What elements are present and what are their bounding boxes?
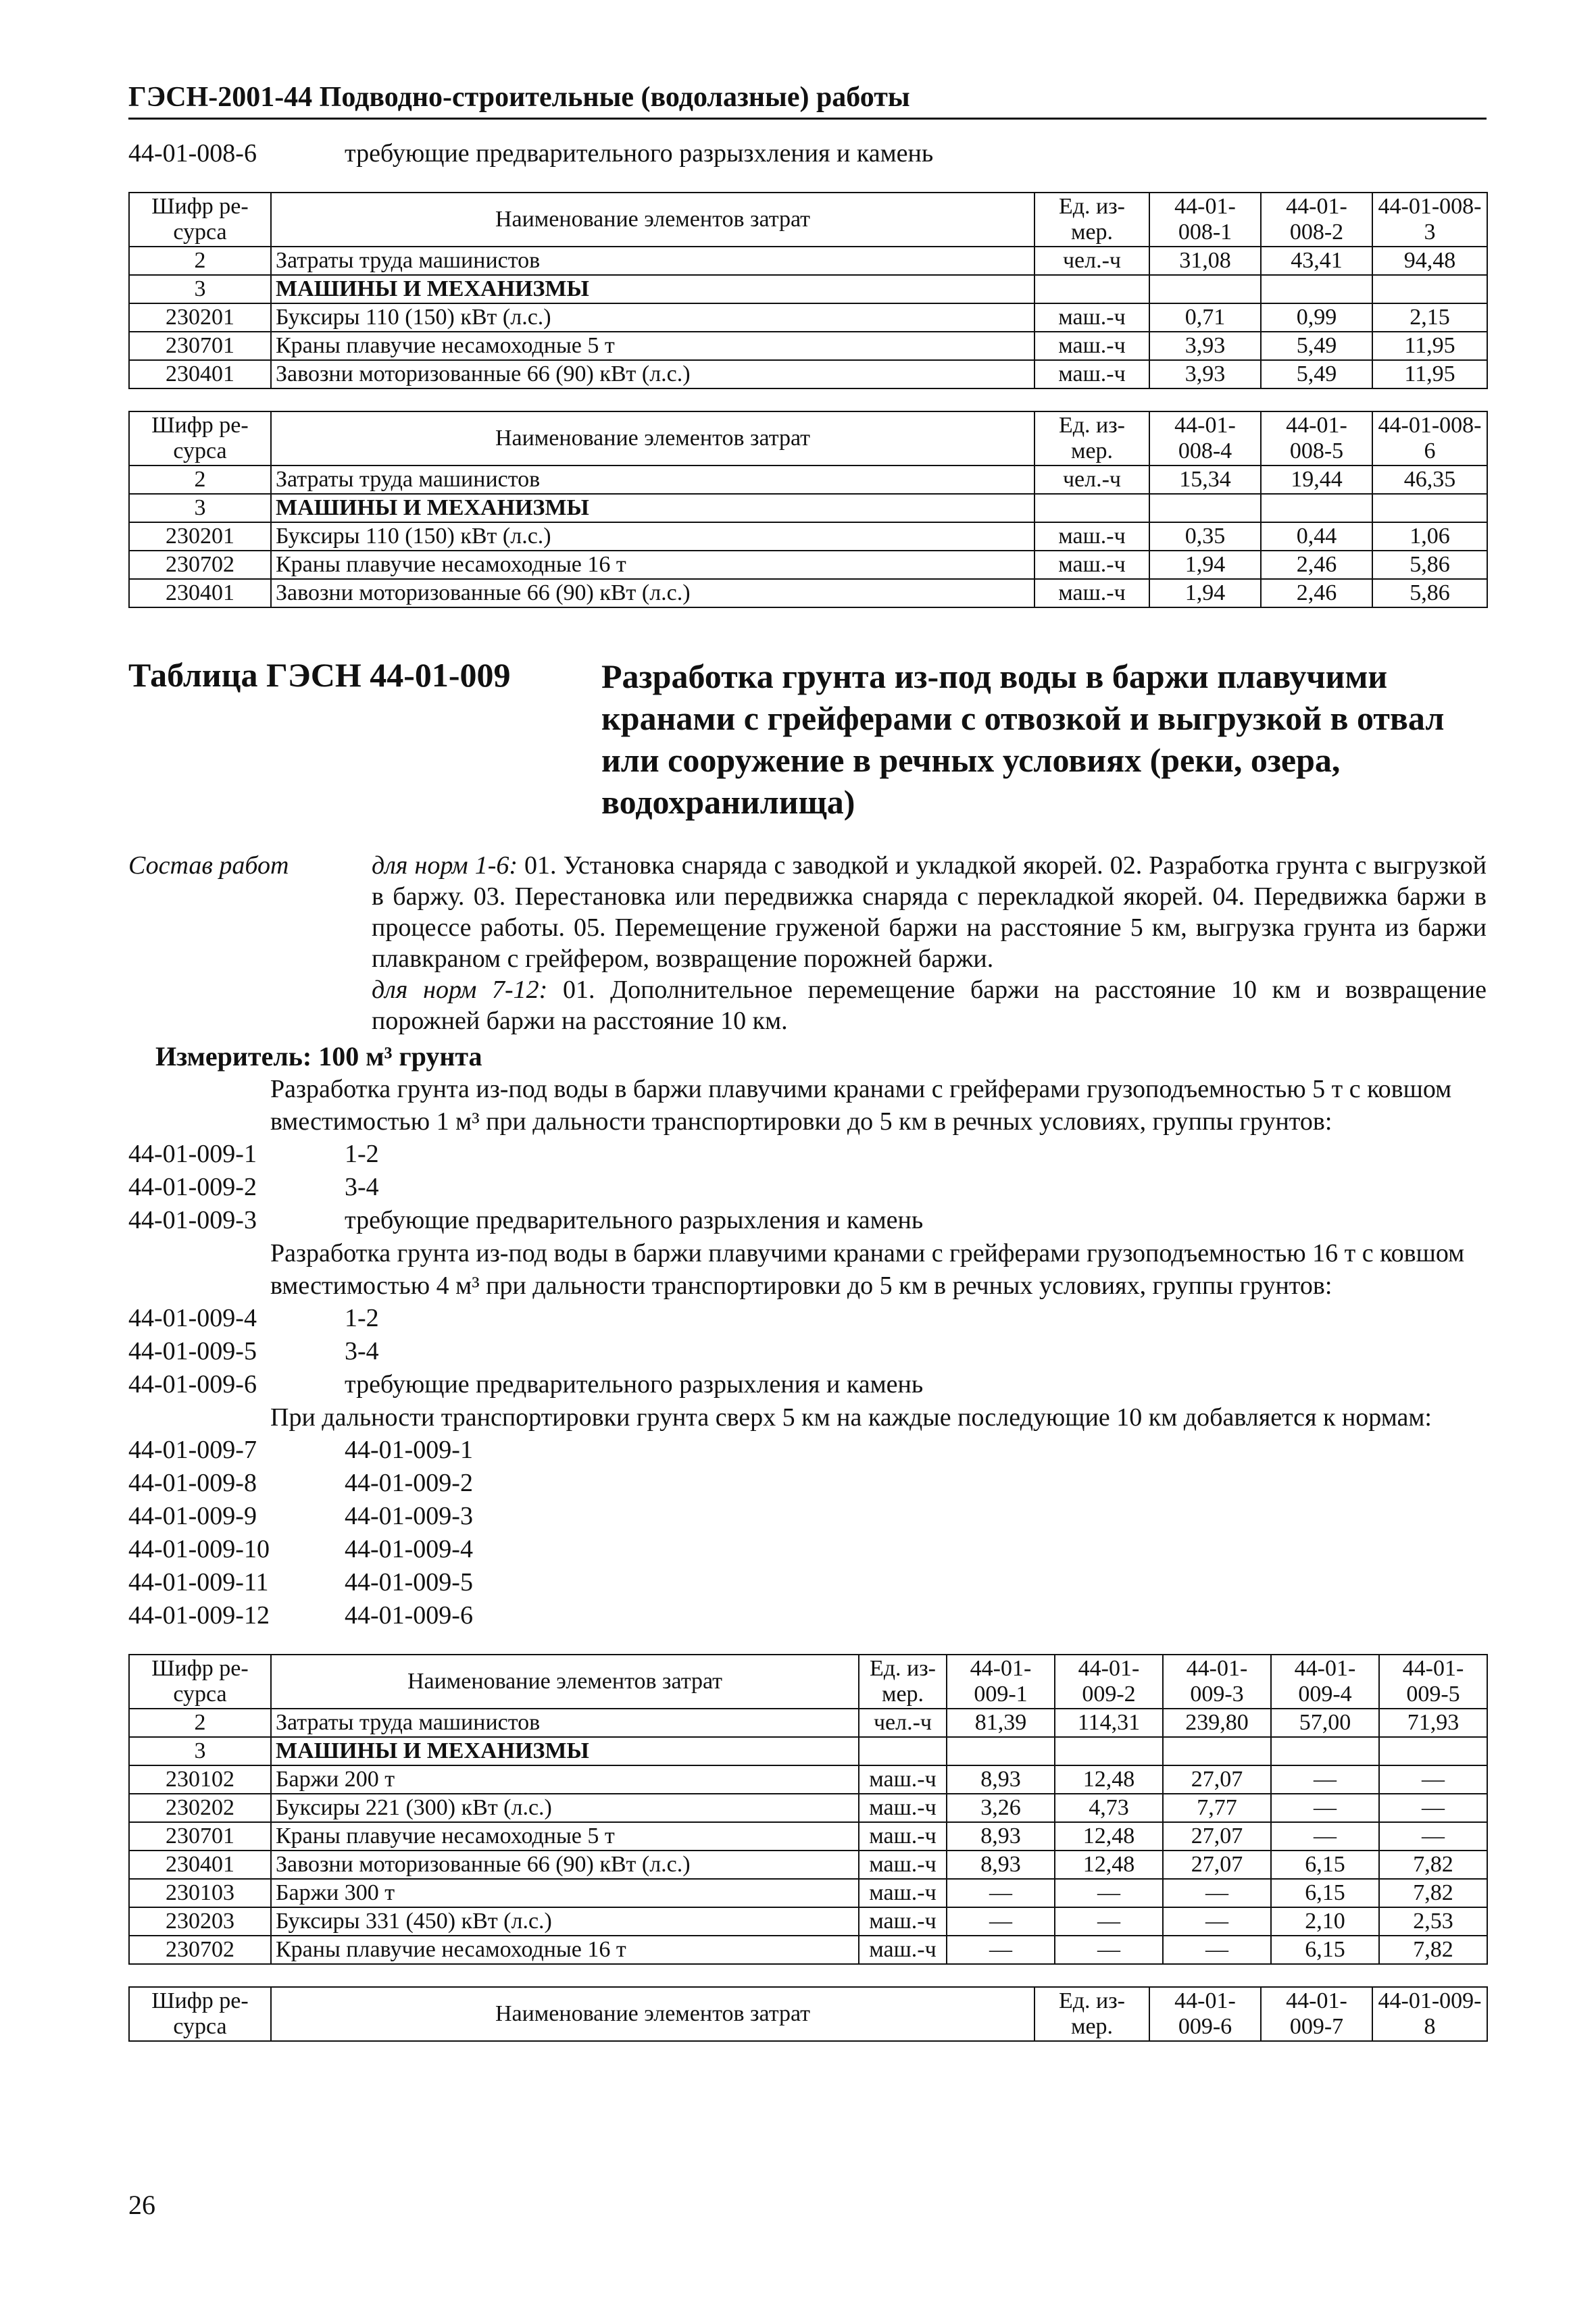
value-cell: 46,35 [1372,466,1487,494]
top-norm-line [128,137,1487,170]
document-page [128,81,1487,2042]
value-cell: 11,95 [1372,360,1487,388]
value-cell: 7,82 [1379,1851,1487,1879]
value-cell: 81,39 [947,1709,1055,1737]
table-row [129,275,1487,303]
unit: маш.-ч [859,1879,947,1907]
value-cell: 114,31 [1055,1709,1163,1737]
resource-name: Буксиры 110 (150) кВт (л.с.) [271,522,1034,551]
header-name: Наименование элементов затрат [271,1987,1034,2041]
resource-code: 2 [129,1709,271,1737]
value-cell: — [1379,1822,1487,1851]
value-cell: 5,49 [1261,360,1372,388]
value-cell: 19,44 [1261,466,1372,494]
norm-list-item [128,1368,1487,1401]
unit: маш.-ч [859,1851,947,1879]
norm-list-item [128,1302,1487,1335]
norm-text: 1-2 [345,1304,379,1332]
header-name: Наименование элементов затрат [271,1655,859,1709]
unit: маш.-ч [859,1907,947,1936]
header-unit: Ед. из-мер. [1034,193,1149,247]
value-cell [1372,494,1487,522]
norm-text: 3-4 [345,1337,379,1365]
value-cell: — [1163,1936,1271,1964]
norm-code: 44-01-009-8 [128,1469,257,1497]
table-row [129,1709,1487,1737]
work-composition-label: Состав работ [128,851,289,880]
value-cell: 15,34 [1149,466,1261,494]
table-row [129,1737,1487,1765]
table-row [129,247,1487,275]
value-cell: — [1055,1936,1163,1964]
table-header-row [129,411,1487,466]
resource-name: Буксиры 331 (450) кВт (л.с.) [271,1907,859,1936]
unit: маш.-ч [859,1822,947,1851]
value-cell [1271,1737,1379,1765]
norms-7-12-text: 01. Дополнительное перемещение баржи на расстояние 10 км и возвращение порожней баржи на расстояние 10 км. [372,976,1487,1035]
value-cell: 8,93 [947,1851,1055,1879]
norm-text: 1-2 [345,1140,379,1168]
resource-name: Краны плавучие несамоходные 16 т [271,551,1034,579]
table-row [129,466,1487,494]
resource-code: 230102 [129,1765,271,1794]
resource-code: 230701 [129,332,271,360]
header-norm-column: 44-01-009-2 [1055,1655,1163,1709]
norm-list-item [128,1335,1487,1368]
header-unit: Ед. из-мер. [1034,411,1149,466]
value-cell: — [947,1907,1055,1936]
value-cell: — [947,1879,1055,1907]
header-norm-column: 44-01-008-1 [1149,193,1261,247]
description-5t: Разработка грунта из-под воды в баржи плавучими кранами с грейферами грузоподъемностью 5 т с ковшом вместимостью 1 м³ при дальности транспортировки до 5 км в речных условиях, группы грунтов: [270,1075,1452,1136]
value-cell: 2,46 [1261,551,1372,579]
table-row [129,1851,1487,1879]
description-16t: Разработка грунта из-под воды в баржи плавучими кранами с грейферами грузоподъемностью 16 т с ковшом вместимостью 4 м³ при дальности транспортировки до 5 км в речных условиях, группы грунтов: [270,1239,1465,1300]
resource-code: 230401 [129,579,271,607]
unit: маш.-ч [1034,303,1149,332]
header-code: Шифр ре-сурса [129,1987,271,2041]
cost-table-009-2 [128,1986,1488,2042]
header-norm-column: 44-01-009-1 [947,1655,1055,1709]
norm-list-item [128,1138,1487,1171]
header-norm-column: 44-01-008-6 [1372,411,1487,466]
resource-name: Краны плавучие несамоходные 5 т [271,332,1034,360]
unit: маш.-ч [1034,360,1149,388]
norm-text: 44-01-009-5 [345,1568,473,1596]
header-norm-column: 44-01-009-3 [1163,1655,1271,1709]
value-cell [947,1737,1055,1765]
unit: чел.-ч [859,1709,947,1737]
table-row [129,522,1487,551]
value-cell: 12,48 [1055,1851,1163,1879]
value-cell: 5,49 [1261,332,1372,360]
table-row [129,1936,1487,1964]
norm-list-item [128,1566,1487,1599]
unit: маш.-ч [1034,551,1149,579]
resource-name: МАШИНЫ И МЕХАНИЗМЫ [271,275,1034,303]
header-norm-column: 44-01-009-7 [1261,1987,1372,2041]
table-row [129,579,1487,607]
value-cell: 7,77 [1163,1794,1271,1822]
table-title: Разработка грунта из-под воды в баржи плавучими кранами с грейферами с отвозкой и выгрузкой в отвал или сооружение в речных условиях (реки, озера, водохранилища) [601,657,1445,821]
unit: чел.-ч [1034,247,1149,275]
resource-code: 2 [129,247,271,275]
value-cell [1379,1737,1487,1765]
norm-list-extra-distance [128,1434,1487,1632]
table-row [129,1822,1487,1851]
value-cell: 2,46 [1261,579,1372,607]
value-cell: 12,48 [1055,1822,1163,1851]
table-row [129,332,1487,360]
norm-text: требующие предварительного разрызхления и камень [345,139,934,168]
resource-code: 2 [129,466,271,494]
header-norm-column: 44-01-009-4 [1271,1655,1379,1709]
resource-name: Краны плавучие несамоходные 5 т [271,1822,859,1851]
value-cell [1261,494,1372,522]
value-cell [1149,275,1261,303]
norm-text: 44-01-009-6 [345,1601,473,1630]
norm-code: 44-01-009-12 [128,1601,270,1630]
table-row [129,303,1487,332]
resource-name: Затраты труда машинистов [271,1709,859,1737]
table-label: Таблица ГЭСН 44-01-009 [128,656,511,694]
resource-code: 230401 [129,1851,271,1879]
value-cell: 2,15 [1372,303,1487,332]
header-code: Шифр ре-сурса [129,1655,271,1709]
value-cell: 2,53 [1379,1907,1487,1936]
norm-code: 44-01-009-9 [128,1502,257,1530]
value-cell: 7,82 [1379,1879,1487,1907]
unit: маш.-ч [859,1936,947,1964]
value-cell: 4,73 [1055,1794,1163,1822]
header-norm-column: 44-01-009-8 [1372,1987,1487,2041]
header-name: Наименование элементов затрат [271,411,1034,466]
unit: маш.-ч [1034,332,1149,360]
unit [1034,494,1149,522]
running-header: ГЭСН-2001-44 Подводно-строительные (водолазные) работы [128,81,1487,120]
table-row [129,551,1487,579]
norm-code: 44-01-008-6 [128,139,257,168]
norm-text: 44-01-009-3 [345,1502,473,1530]
page-number: 26 [128,2190,155,2220]
table-row [129,1794,1487,1822]
resource-name: Краны плавучие несамоходные 16 т [271,1936,859,1964]
table-header-row [129,1987,1487,2041]
norm-code: 44-01-009-11 [128,1568,269,1596]
norm-list-item [128,1467,1487,1500]
cost-table-008-1 [128,192,1488,389]
norm-code: 44-01-009-6 [128,1370,257,1399]
header-unit: Ед. из-мер. [1034,1987,1149,2041]
header-norm-column: 44-01-009-6 [1149,1987,1261,2041]
value-cell: 27,07 [1163,1851,1271,1879]
value-cell: 0,44 [1261,522,1372,551]
value-cell: 43,41 [1261,247,1372,275]
norm-list-5t [128,1138,1487,1237]
cost-table-008-2 [128,411,1488,608]
value-cell: 3,93 [1149,332,1261,360]
norm-code: 44-01-009-1 [128,1140,257,1168]
unit: маш.-ч [859,1765,947,1794]
table-heading [128,655,1487,823]
norm-text: 3-4 [345,1173,379,1201]
value-cell: — [1055,1907,1163,1936]
norm-list-item [128,1204,1487,1237]
resource-name: Буксиры 221 (300) кВт (л.с.) [271,1794,859,1822]
norms-1-6-text: 01. Установка снаряда с заводкой и укладкой якорей. 02. Разработка грунта с выгрузкой в баржу. 03. Перестановка или передвижка снаряда с перекладкой якорей. 04. Передвижка баржи в процессе работы. 05. Перемещение груженой баржи на расстояние 5 км, выгрузка грунта из баржи плавкраном с грейфером, возвращение порожней баржи. [372,851,1487,973]
value-cell: — [947,1936,1055,1964]
value-cell: 0,35 [1149,522,1261,551]
value-cell [1163,1737,1271,1765]
value-cell: 8,93 [947,1765,1055,1794]
norm-code: 44-01-009-2 [128,1173,257,1201]
value-cell: 1,94 [1149,579,1261,607]
resource-code: 230103 [129,1879,271,1907]
header-code: Шифр ре-сурса [129,411,271,466]
value-cell: 8,93 [947,1822,1055,1851]
header-norm-column: 44-01-008-2 [1261,193,1372,247]
value-cell: 5,86 [1372,579,1487,607]
resource-code: 230202 [129,1794,271,1822]
table-row [129,1879,1487,1907]
work-composition-text [372,850,1487,1036]
resource-name: Баржи 200 т [271,1765,859,1794]
value-cell: — [1055,1879,1163,1907]
value-cell: 2,10 [1271,1907,1379,1936]
resource-name: Завозни моторизованные 66 (90) кВт (л.с.) [271,1851,859,1879]
resource-code: 230701 [129,1822,271,1851]
norm-list-16t [128,1302,1487,1401]
value-cell [1149,494,1261,522]
value-cell [1055,1737,1163,1765]
unit: маш.-ч [1034,522,1149,551]
value-cell [1261,275,1372,303]
value-cell: 57,00 [1271,1709,1379,1737]
resource-code: 230702 [129,551,271,579]
norm-text: 44-01-009-2 [345,1469,473,1497]
value-cell: — [1379,1765,1487,1794]
resource-code: 230401 [129,360,271,388]
value-cell: 27,07 [1163,1822,1271,1851]
value-cell: 5,86 [1372,551,1487,579]
norms-1-6-label: для норм 1-6: [372,851,518,880]
resource-name: Буксиры 110 (150) кВт (л.с.) [271,303,1034,332]
unit: маш.-ч [1034,579,1149,607]
value-cell: — [1271,1794,1379,1822]
header-norm-column: 44-01-008-5 [1261,411,1372,466]
header-norm-column: 44-01-008-3 [1372,193,1487,247]
norm-code: 44-01-009-10 [128,1535,270,1563]
header-name: Наименование элементов затрат [271,193,1034,247]
norm-code: 44-01-009-4 [128,1304,257,1332]
value-cell: 1,94 [1149,551,1261,579]
resource-name: МАШИНЫ И МЕХАНИЗМЫ [271,1737,859,1765]
unit [1034,275,1149,303]
value-cell: 12,48 [1055,1765,1163,1794]
value-cell: 7,82 [1379,1936,1487,1964]
value-cell: 0,99 [1261,303,1372,332]
work-composition [128,850,1487,1036]
measure-unit: Измеритель: 100 м³ грунта [155,1041,482,1072]
value-cell: — [1379,1794,1487,1822]
norms-7-12-label: для норм 7-12: [372,976,548,1004]
value-cell: — [1271,1822,1379,1851]
value-cell: 94,48 [1372,247,1487,275]
value-cell: 6,15 [1271,1936,1379,1964]
norm-text: требующие предварительного разрыхления и камень [345,1206,924,1234]
norm-text: требующие предварительного разрыхления и камень [345,1370,924,1399]
resource-code: 230203 [129,1907,271,1936]
table-header-row [129,193,1487,247]
value-cell: 27,07 [1163,1765,1271,1794]
value-cell: 6,15 [1271,1879,1379,1907]
resource-name: Затраты труда машинистов [271,466,1034,494]
value-cell: 3,93 [1149,360,1261,388]
resource-code: 230201 [129,522,271,551]
value-cell: — [1271,1765,1379,1794]
resource-name: Баржи 300 т [271,1879,859,1907]
unit: чел.-ч [1034,466,1149,494]
norm-code: 44-01-009-3 [128,1206,257,1234]
table-row [129,1765,1487,1794]
header-norm-column: 44-01-008-4 [1149,411,1261,466]
value-cell: 31,08 [1149,247,1261,275]
resource-code: 230201 [129,303,271,332]
norm-list-item [128,1533,1487,1566]
norm-list-item [128,1500,1487,1533]
value-cell: 6,15 [1271,1851,1379,1879]
value-cell: 239,80 [1163,1709,1271,1737]
unit [859,1737,947,1765]
value-cell: — [1163,1907,1271,1936]
value-cell: 1,06 [1372,522,1487,551]
table-header-row [129,1655,1487,1709]
resource-code: 230702 [129,1936,271,1964]
value-cell [1372,275,1487,303]
value-cell: 3,26 [947,1794,1055,1822]
cost-table-009-1 [128,1654,1488,1965]
resource-name: МАШИНЫ И МЕХАНИЗМЫ [271,494,1034,522]
norm-text: 44-01-009-4 [345,1535,473,1563]
norm-code: 44-01-009-7 [128,1436,257,1464]
value-cell: — [1163,1879,1271,1907]
norm-text: 44-01-009-1 [345,1436,473,1464]
value-cell: 0,71 [1149,303,1261,332]
header-unit: Ед. из-мер. [859,1655,947,1709]
value-cell: 11,95 [1372,332,1487,360]
resource-code: 3 [129,275,271,303]
norm-list-item [128,1171,1487,1204]
description-extra-distance: При дальности транспортировки грунта сверх 5 км на каждые последующие 10 км добавляется к нормам: [270,1403,1432,1432]
norm-list-item [128,1599,1487,1632]
resource-name: Завозни моторизованные 66 (90) кВт (л.с.) [271,360,1034,388]
resource-code: 3 [129,1737,271,1765]
resource-code: 3 [129,494,271,522]
table-row [129,360,1487,388]
header-code: Шифр ре-сурса [129,193,271,247]
table-row [129,494,1487,522]
unit: маш.-ч [859,1794,947,1822]
value-cell: 71,93 [1379,1709,1487,1737]
table-row [129,1907,1487,1936]
resource-name: Затраты труда машинистов [271,247,1034,275]
norm-list-item [128,1434,1487,1467]
header-norm-column: 44-01-009-5 [1379,1655,1487,1709]
resource-name: Завозни моторизованные 66 (90) кВт (л.с.) [271,579,1034,607]
norm-code: 44-01-009-5 [128,1337,257,1365]
